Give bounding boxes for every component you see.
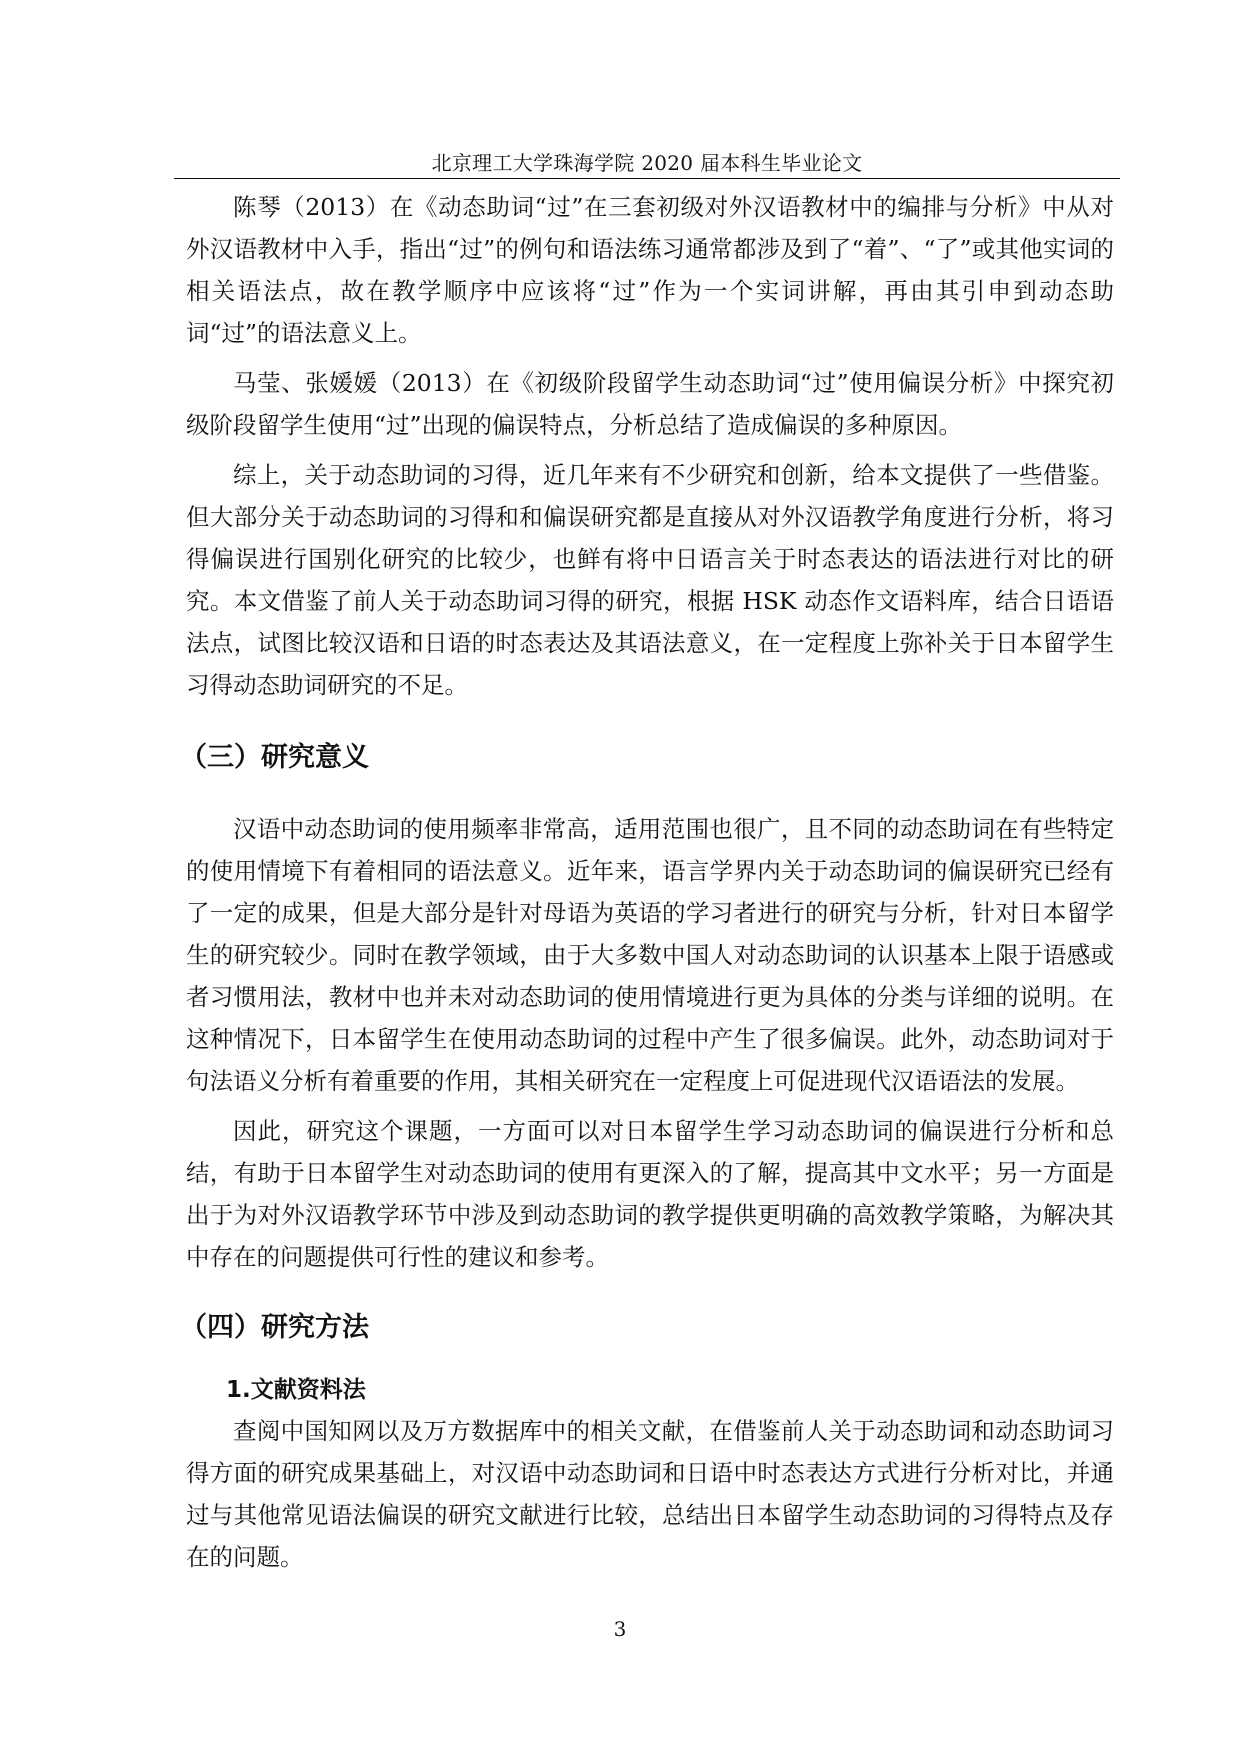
page-number: 3 [613,1617,627,1641]
paragraph-literature-method: 查阅中国知网以及万方数据库中的相关文献，在借鉴前人关于动态助词和动态助词习得方面的研究成果基础上，对汉语中动态助词和日语中时态表达方式进行分析对比，并通过与其他常见语法偏误的研究文献进行比较，总结出日本留学生动态助词的习得特点及存在的问题。 [186,1417,1114,1571]
header-rule [174,178,1120,179]
paragraph-significance-1: 汉语中动态助词的使用频率非常高，适用范围也很广，且不同的动态助词在有些特定的使用情境下有着相同的语法意义。近年来，语言学界内关于动态助词的偏误研究已经有了一定的成果，但是大部分是针对母语为英语的学习者进行的研究与分析，针对日本留学生的研究较少。同时在教学领域，由于大多数中国人对动态助词的认识基本上限于语感或者习惯用法，教材中也并未对动态助词的使用情境进行更为具体的分类与详细的说明。在这种情况下，日本留学生在使用动态助词的过程中产生了很多偏误。此外，动态助词对于句法语义分析有着重要的作用，其相关研究在一定程度上可促进现代汉语语法的发展。 [186,815,1114,1095]
paragraph-chen-qin: 陈琴（2013）在《动态助词“过”在三套初级对外汉语教材中的编排与分析》中从对外汉语教材中入手，指出“过”的例句和语法练习通常都涉及到了“着”、“了”或其他实词的相关语法点，故在教学顺序中应该将“过”作为一个实词讲解，再由其引申到动态助词“过”的语法意义上。 [186,193,1114,347]
paragraph-summary: 综上，关于动态助词的习得，近几年来有不少研究和创新，给本文提供了一些借鉴。但大部分关于动态助词的习得和和偏误研究都是直接从对外汉语教学角度进行分析，将习得偏误进行国别化研究的比较少，也鲜有将中日语言关于时态表达的语法进行对比的研究。本文借鉴了前人关于动态助词习得的研究，根据 HSK 动态作文语料库，结合日语语法点，试图比较汉语和日语的时态表达及其语法意义，在一定程度上弥补关于日本留学生习得动态助词研究的不足。 [186,461,1114,699]
paragraph-ma-ying: 马莹、张媛媛（2013）在《初级阶段留学生动态助词“过”使用偏误分析》中探究初级阶段留学生使用“过”出现的偏误特点，分析总结了造成偏误的多种原因。 [186,369,1114,439]
subsection-heading-literature-method: 1.文献资料法 [226,1377,366,1403]
running-header: 北京理工大学珠海学院 2020 届本科生毕业论文 [431,151,863,175]
page-body [180,186,1114,1578]
paragraph-significance-2: 因此，研究这个课题，一方面可以对日本留学生学习动态助词的偏误进行分析和总结，有助于日本留学生对动态助词的使用有更深入的了解，提高其中文水平；另一方面是出于为对外汉语教学环节中涉及到动态助词的教学提供更明确的高效教学策略，为解决其中存在的问题提供可行性的建议和参考。 [186,1117,1114,1271]
section-heading-research-significance: （三）研究意义 [180,742,369,773]
section-heading-research-methods: （四）研究方法 [180,1312,369,1343]
